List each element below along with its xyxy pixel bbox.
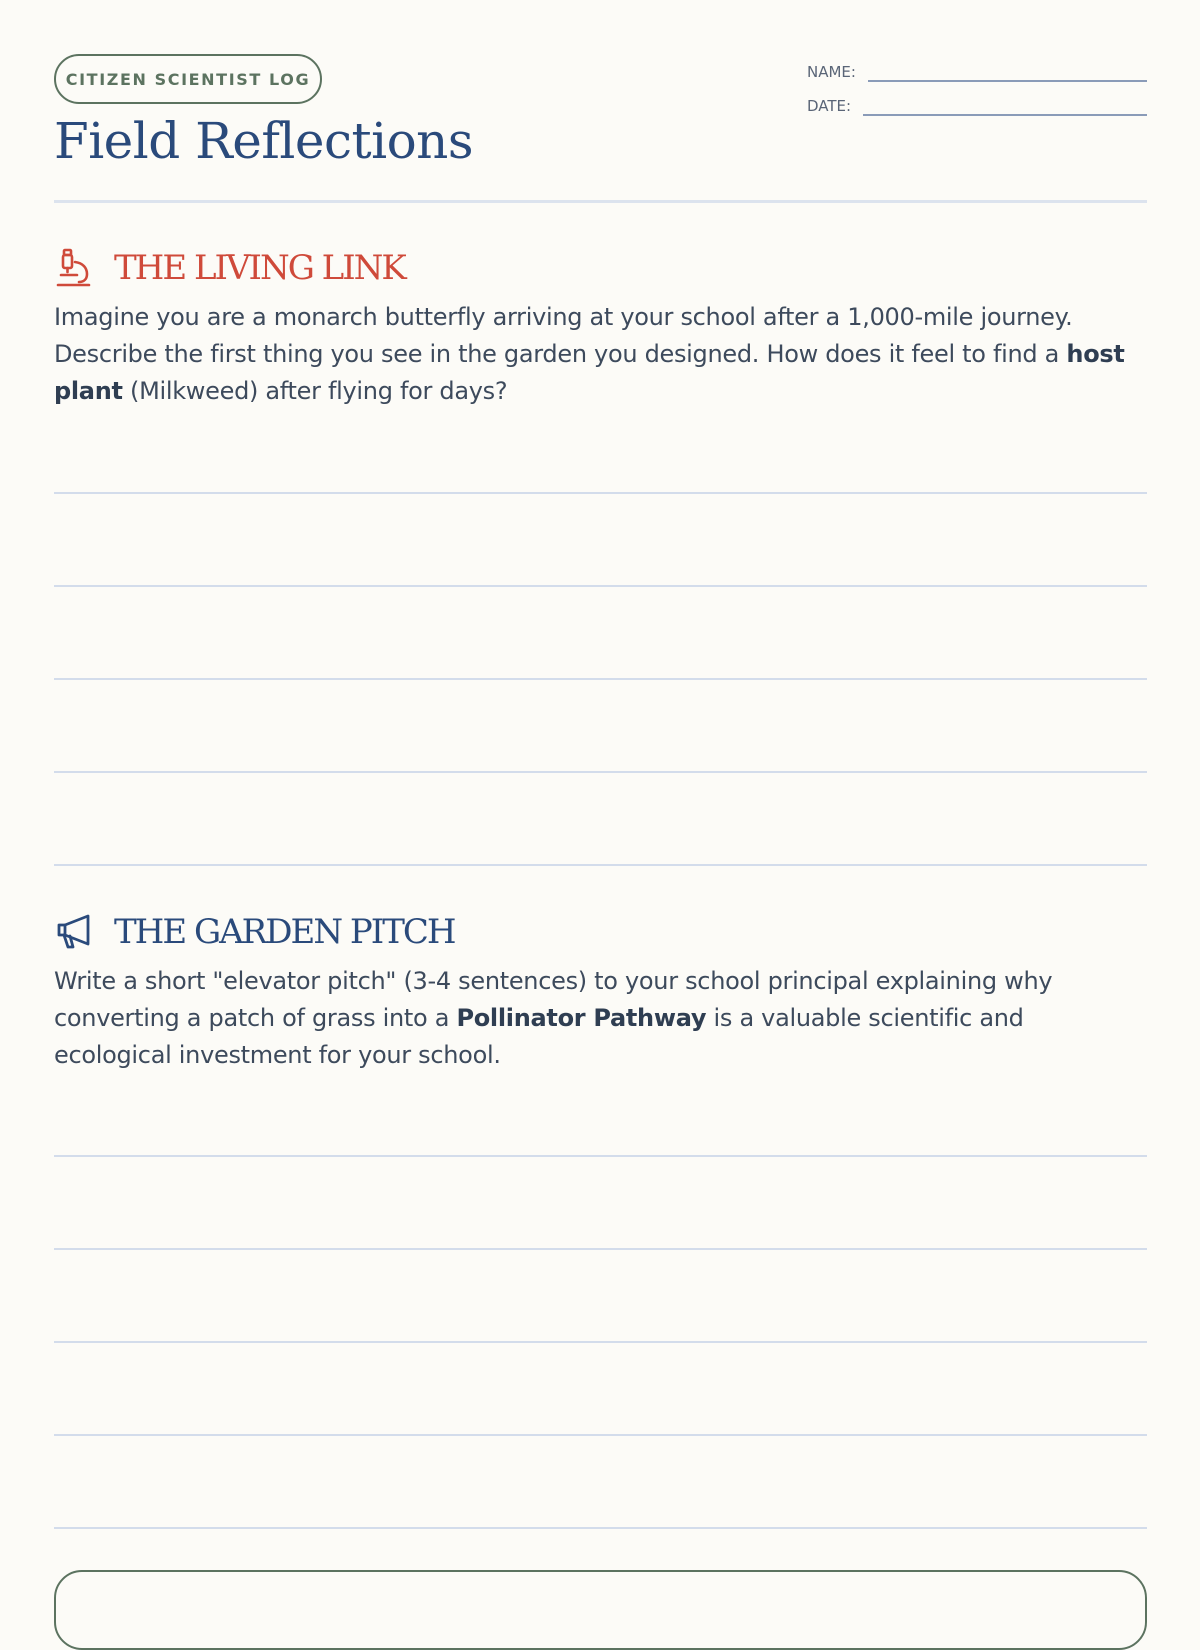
name-row xyxy=(807,52,1147,82)
writing-line[interactable] xyxy=(54,492,1147,494)
microscope-icon xyxy=(54,248,94,288)
prompt-text: Write a short "elevator pitch" (3-4 sentences) to your school principal explaining why converting a patch of grass into a xyxy=(54,967,1053,1032)
section-garden-pitch xyxy=(54,912,1147,1074)
writing-line[interactable] xyxy=(54,1434,1147,1436)
section-living-link xyxy=(54,248,1147,410)
section-prompt xyxy=(54,299,1147,410)
page-title: Field Reflections xyxy=(54,112,474,170)
log-badge: CITIZEN SCIENTIST LOG xyxy=(54,54,322,104)
megaphone-icon xyxy=(54,912,94,952)
date-row xyxy=(807,86,1147,116)
next-section-box xyxy=(54,1570,1147,1650)
section-heading xyxy=(54,912,1147,952)
writing-line[interactable] xyxy=(54,1527,1147,1529)
name-field[interactable] xyxy=(868,60,1147,82)
prompt-emphasis: host plant xyxy=(54,340,1125,405)
section-heading xyxy=(54,248,1147,288)
student-info xyxy=(807,52,1147,120)
writing-line[interactable] xyxy=(54,1248,1147,1250)
writing-line[interactable] xyxy=(54,678,1147,680)
date-field[interactable] xyxy=(863,94,1147,116)
section-prompt xyxy=(54,963,1147,1074)
writing-line[interactable] xyxy=(54,864,1147,866)
section-title: THE LIVING LINK xyxy=(114,248,405,288)
date-label: DATE: xyxy=(807,97,852,115)
prompt-emphasis: Pollinator Pathway xyxy=(456,1004,707,1032)
writing-line[interactable] xyxy=(54,585,1147,587)
section-title: THE GARDEN PITCH xyxy=(114,912,455,952)
prompt-text: Imagine you are a monarch butterfly arriving at your school after a 1,000-mile journey. Describe the first thing you see in the garden you designed. How does it feel to find a xyxy=(54,303,1073,368)
writing-line[interactable] xyxy=(54,1341,1147,1343)
prompt-text: (Milkweed) after flying for days? xyxy=(122,377,508,405)
name-label: NAME: xyxy=(807,63,856,81)
header-divider xyxy=(54,200,1147,203)
writing-line[interactable] xyxy=(54,1155,1147,1157)
worksheet-page xyxy=(54,0,1147,1600)
writing-line[interactable] xyxy=(54,771,1147,773)
prompt-text: is a valuable scientific and ecological investment for your school. xyxy=(54,1004,1024,1069)
